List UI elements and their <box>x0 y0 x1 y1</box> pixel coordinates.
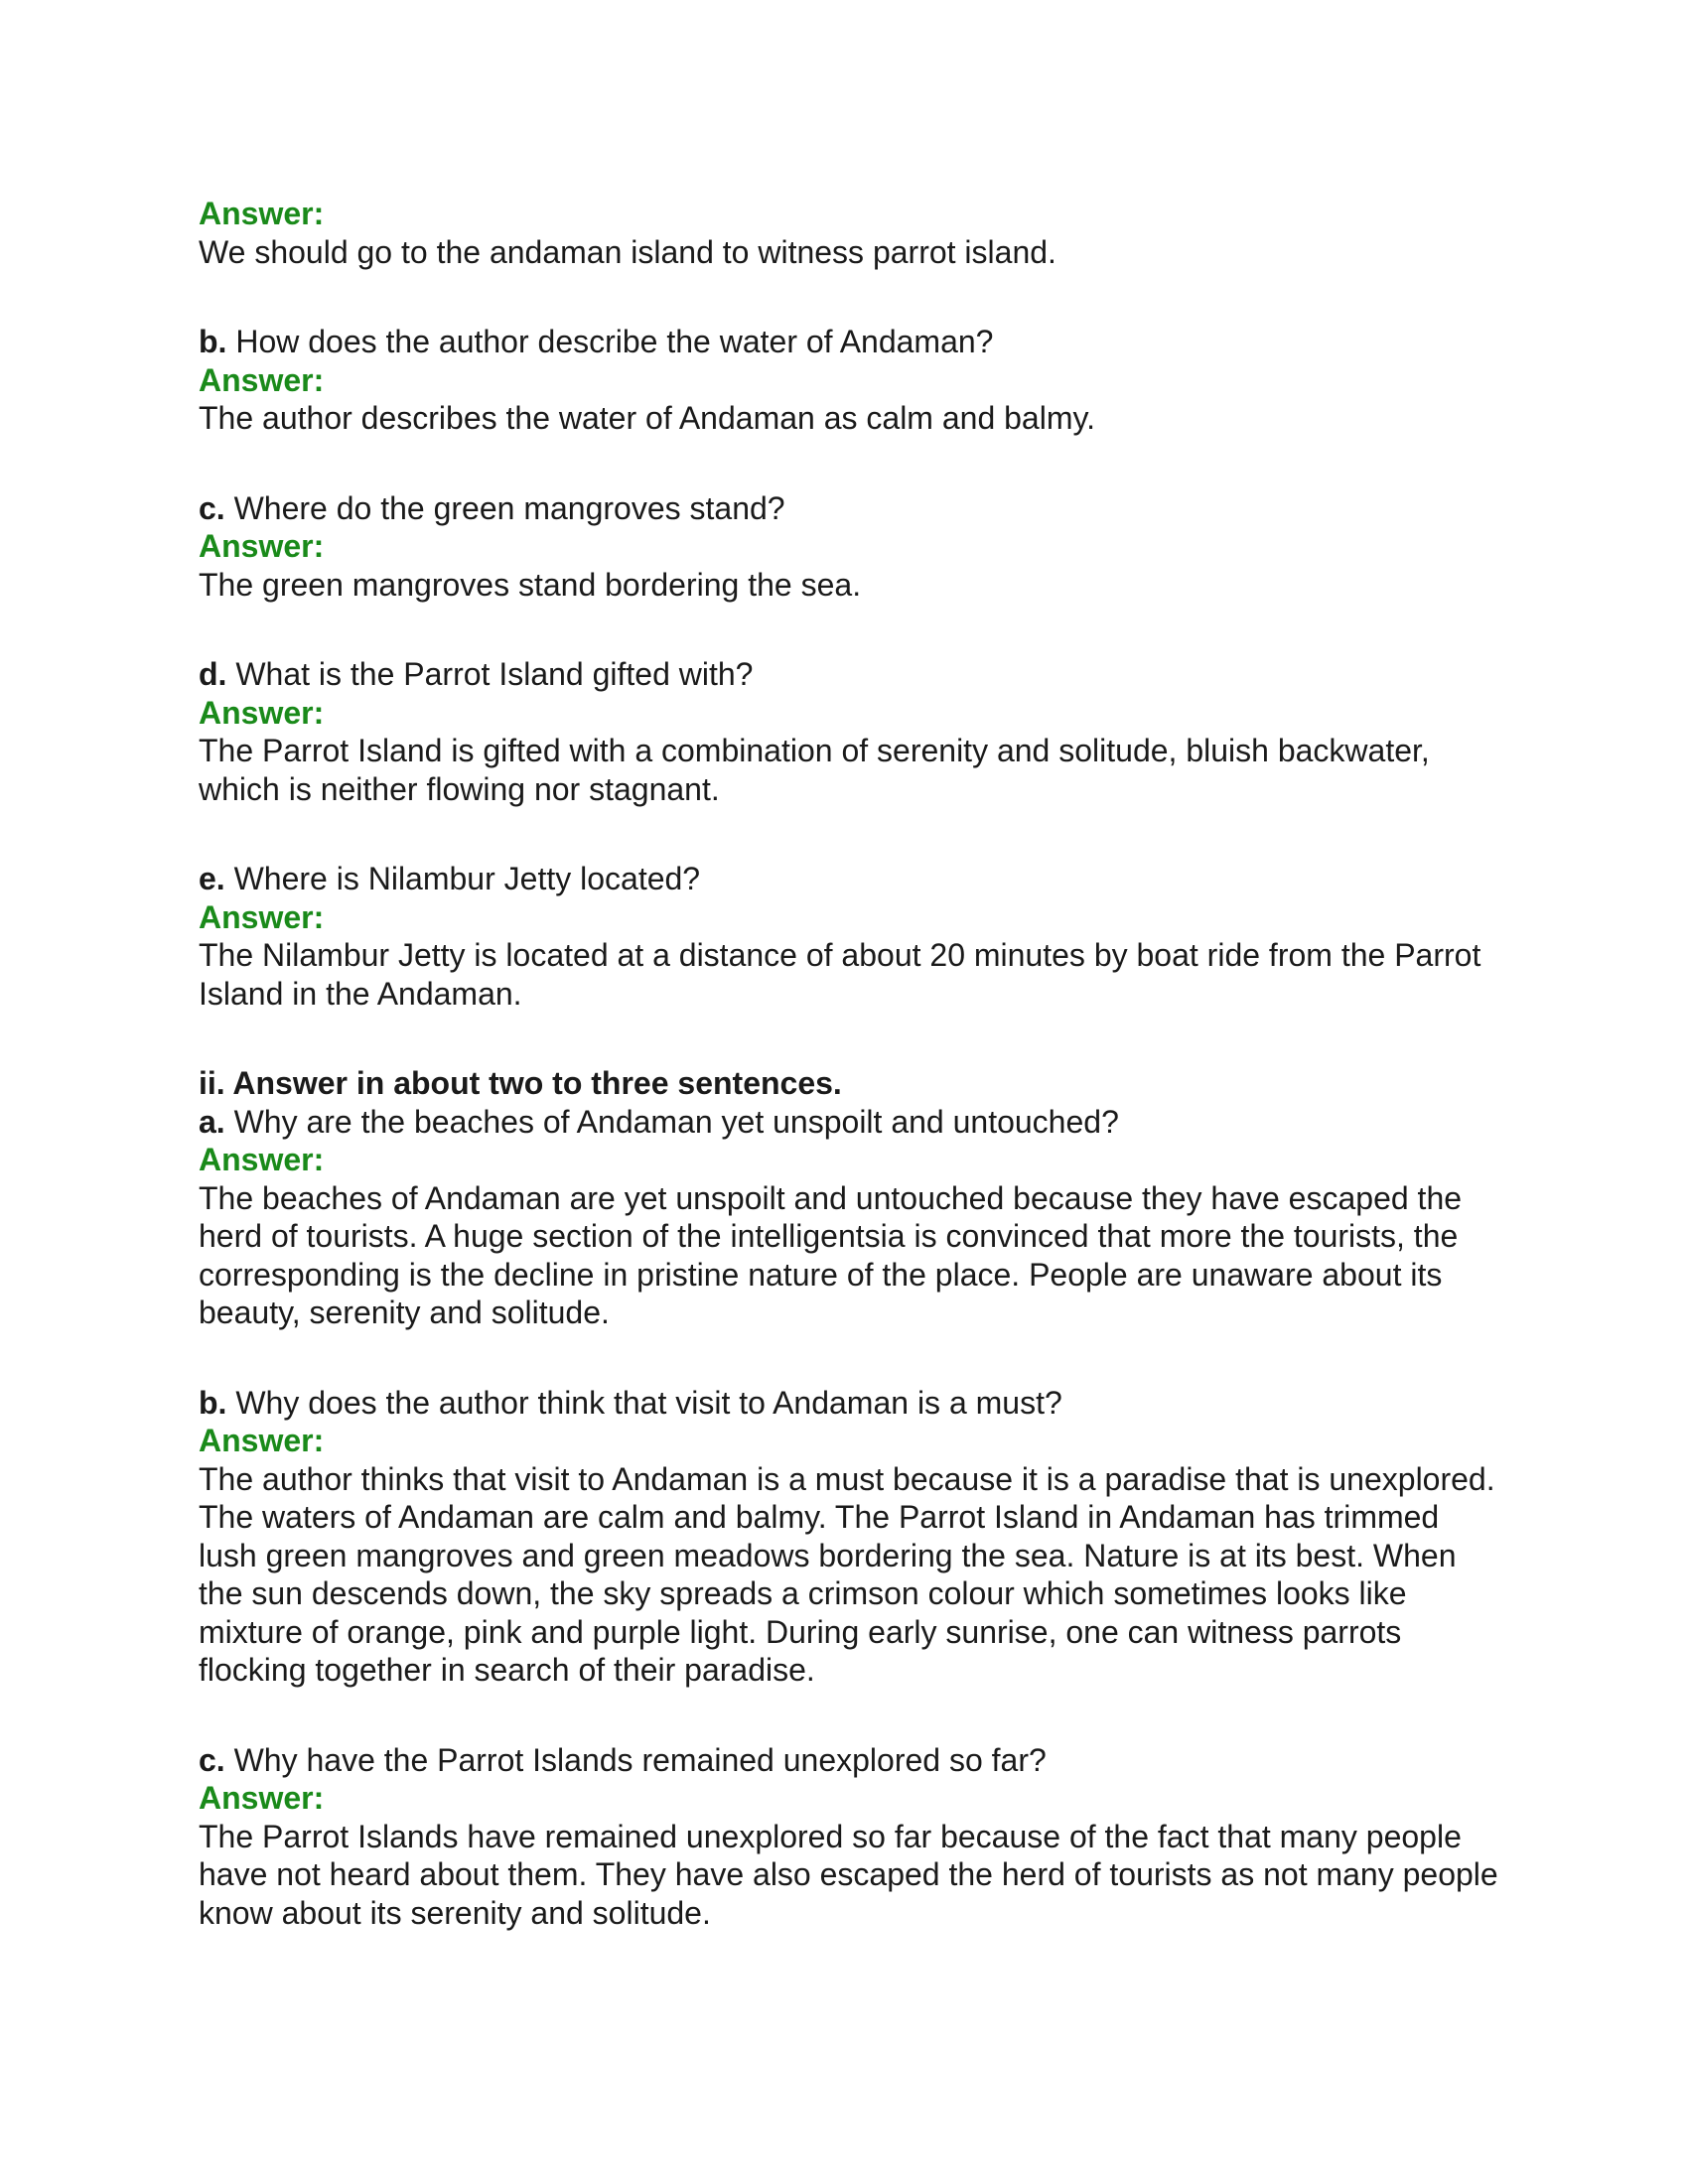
answer-text: The author thinks that visit to Andaman is a must because it is a paradise that is unexplored. The waters of Andaman are calm and balmy. The Parrot Island in Andaman has trimmed lush green mangroves and green meadows bordering the sea. Nature is at its best. When the sun descends down, the sky spreads a crimson colour which sometimes looks like mixture of orange, pink and purple light. During early sunrise, one can witness parrots flocking together in search of their paradise. <box>199 1460 1495 1688</box>
answer-label: Answer: <box>199 196 325 231</box>
question-text: Why does the author think that visit to Andaman is a must? <box>235 1384 1062 1421</box>
question-text: What is the Parrot Island gifted with? <box>235 656 754 692</box>
answer-label: Answer: <box>199 694 325 731</box>
qa-block-ii-a <box>199 1064 1499 1332</box>
question-text: Why have the Parrot Islands remained unexplored so far? <box>233 1741 1047 1778</box>
question-text: Where do the green mangroves stand? <box>233 489 785 526</box>
answer-text: The Parrot Islands have remained unexplored so far because of the fact that many people have not heard about them. They have also escaped the herd of tourists as not many people know about its serenity and solitude. <box>199 1818 1498 1931</box>
question-letter: e. <box>199 861 225 896</box>
answer-text: The Parrot Island is gifted with a combination of serenity and solitude, bluish backwater, which is neither flowing nor stagnant. <box>199 733 1430 807</box>
answer-label: Answer: <box>199 528 325 564</box>
answer-label: Answer: <box>199 1780 325 1816</box>
question-letter: d. <box>199 656 227 692</box>
qa-block-i-d <box>199 655 1499 808</box>
question-letter: a. <box>199 1103 225 1140</box>
question-letter: c. <box>199 1741 225 1778</box>
question-text: How does the author describe the water of Andaman? <box>235 324 994 359</box>
qa-block-ii-c <box>199 1741 1499 1933</box>
answer-text: The Nilambur Jetty is located at a distance of about 20 minutes by boat ride from the Parrot Island in the Andaman. <box>199 937 1481 1012</box>
question-letter: c. <box>199 489 225 526</box>
document-page <box>199 195 1499 1983</box>
question <box>199 1384 1499 1423</box>
qa-block-i-e <box>199 860 1499 1013</box>
question <box>199 860 1499 898</box>
qa-block-ii-b <box>199 1384 1499 1690</box>
question <box>199 1103 1499 1142</box>
answer-text: The author describes the water of Andaman as calm and balmy. <box>199 400 1095 436</box>
question-text: Where is Nilambur Jetty located? <box>233 861 701 896</box>
answer-text: The beaches of Andaman are yet unspoilt and untouched because they have escaped the herd of tourists. A huge section of the intelligentsia is convinced that more the tourists, the corresponding is the decline in pristine nature of the place. People are unaware about its beauty, serenity and solitude. <box>199 1179 1463 1330</box>
question <box>199 655 1499 694</box>
answer-text: We should go to the andaman island to witness parrot island. <box>199 233 1056 270</box>
question <box>199 1741 1499 1780</box>
answer-text: The green mangroves stand bordering the sea. <box>199 566 862 603</box>
question-letter: b. <box>199 324 227 359</box>
question <box>199 489 1499 528</box>
answer-label: Answer: <box>199 1142 325 1177</box>
answer-label: Answer: <box>199 898 325 935</box>
qa-block-i-c <box>199 489 1499 605</box>
qa-block-intro <box>199 195 1499 271</box>
question <box>199 323 1499 361</box>
question-letter: b. <box>199 1384 227 1421</box>
section-heading: ii. Answer in about two to three sentences. <box>199 1065 842 1101</box>
answer-label: Answer: <box>199 1423 325 1458</box>
question-text: Why are the beaches of Andaman yet unspoilt and untouched? <box>233 1103 1119 1140</box>
qa-block-i-b <box>199 323 1499 438</box>
answer-label: Answer: <box>199 361 325 398</box>
